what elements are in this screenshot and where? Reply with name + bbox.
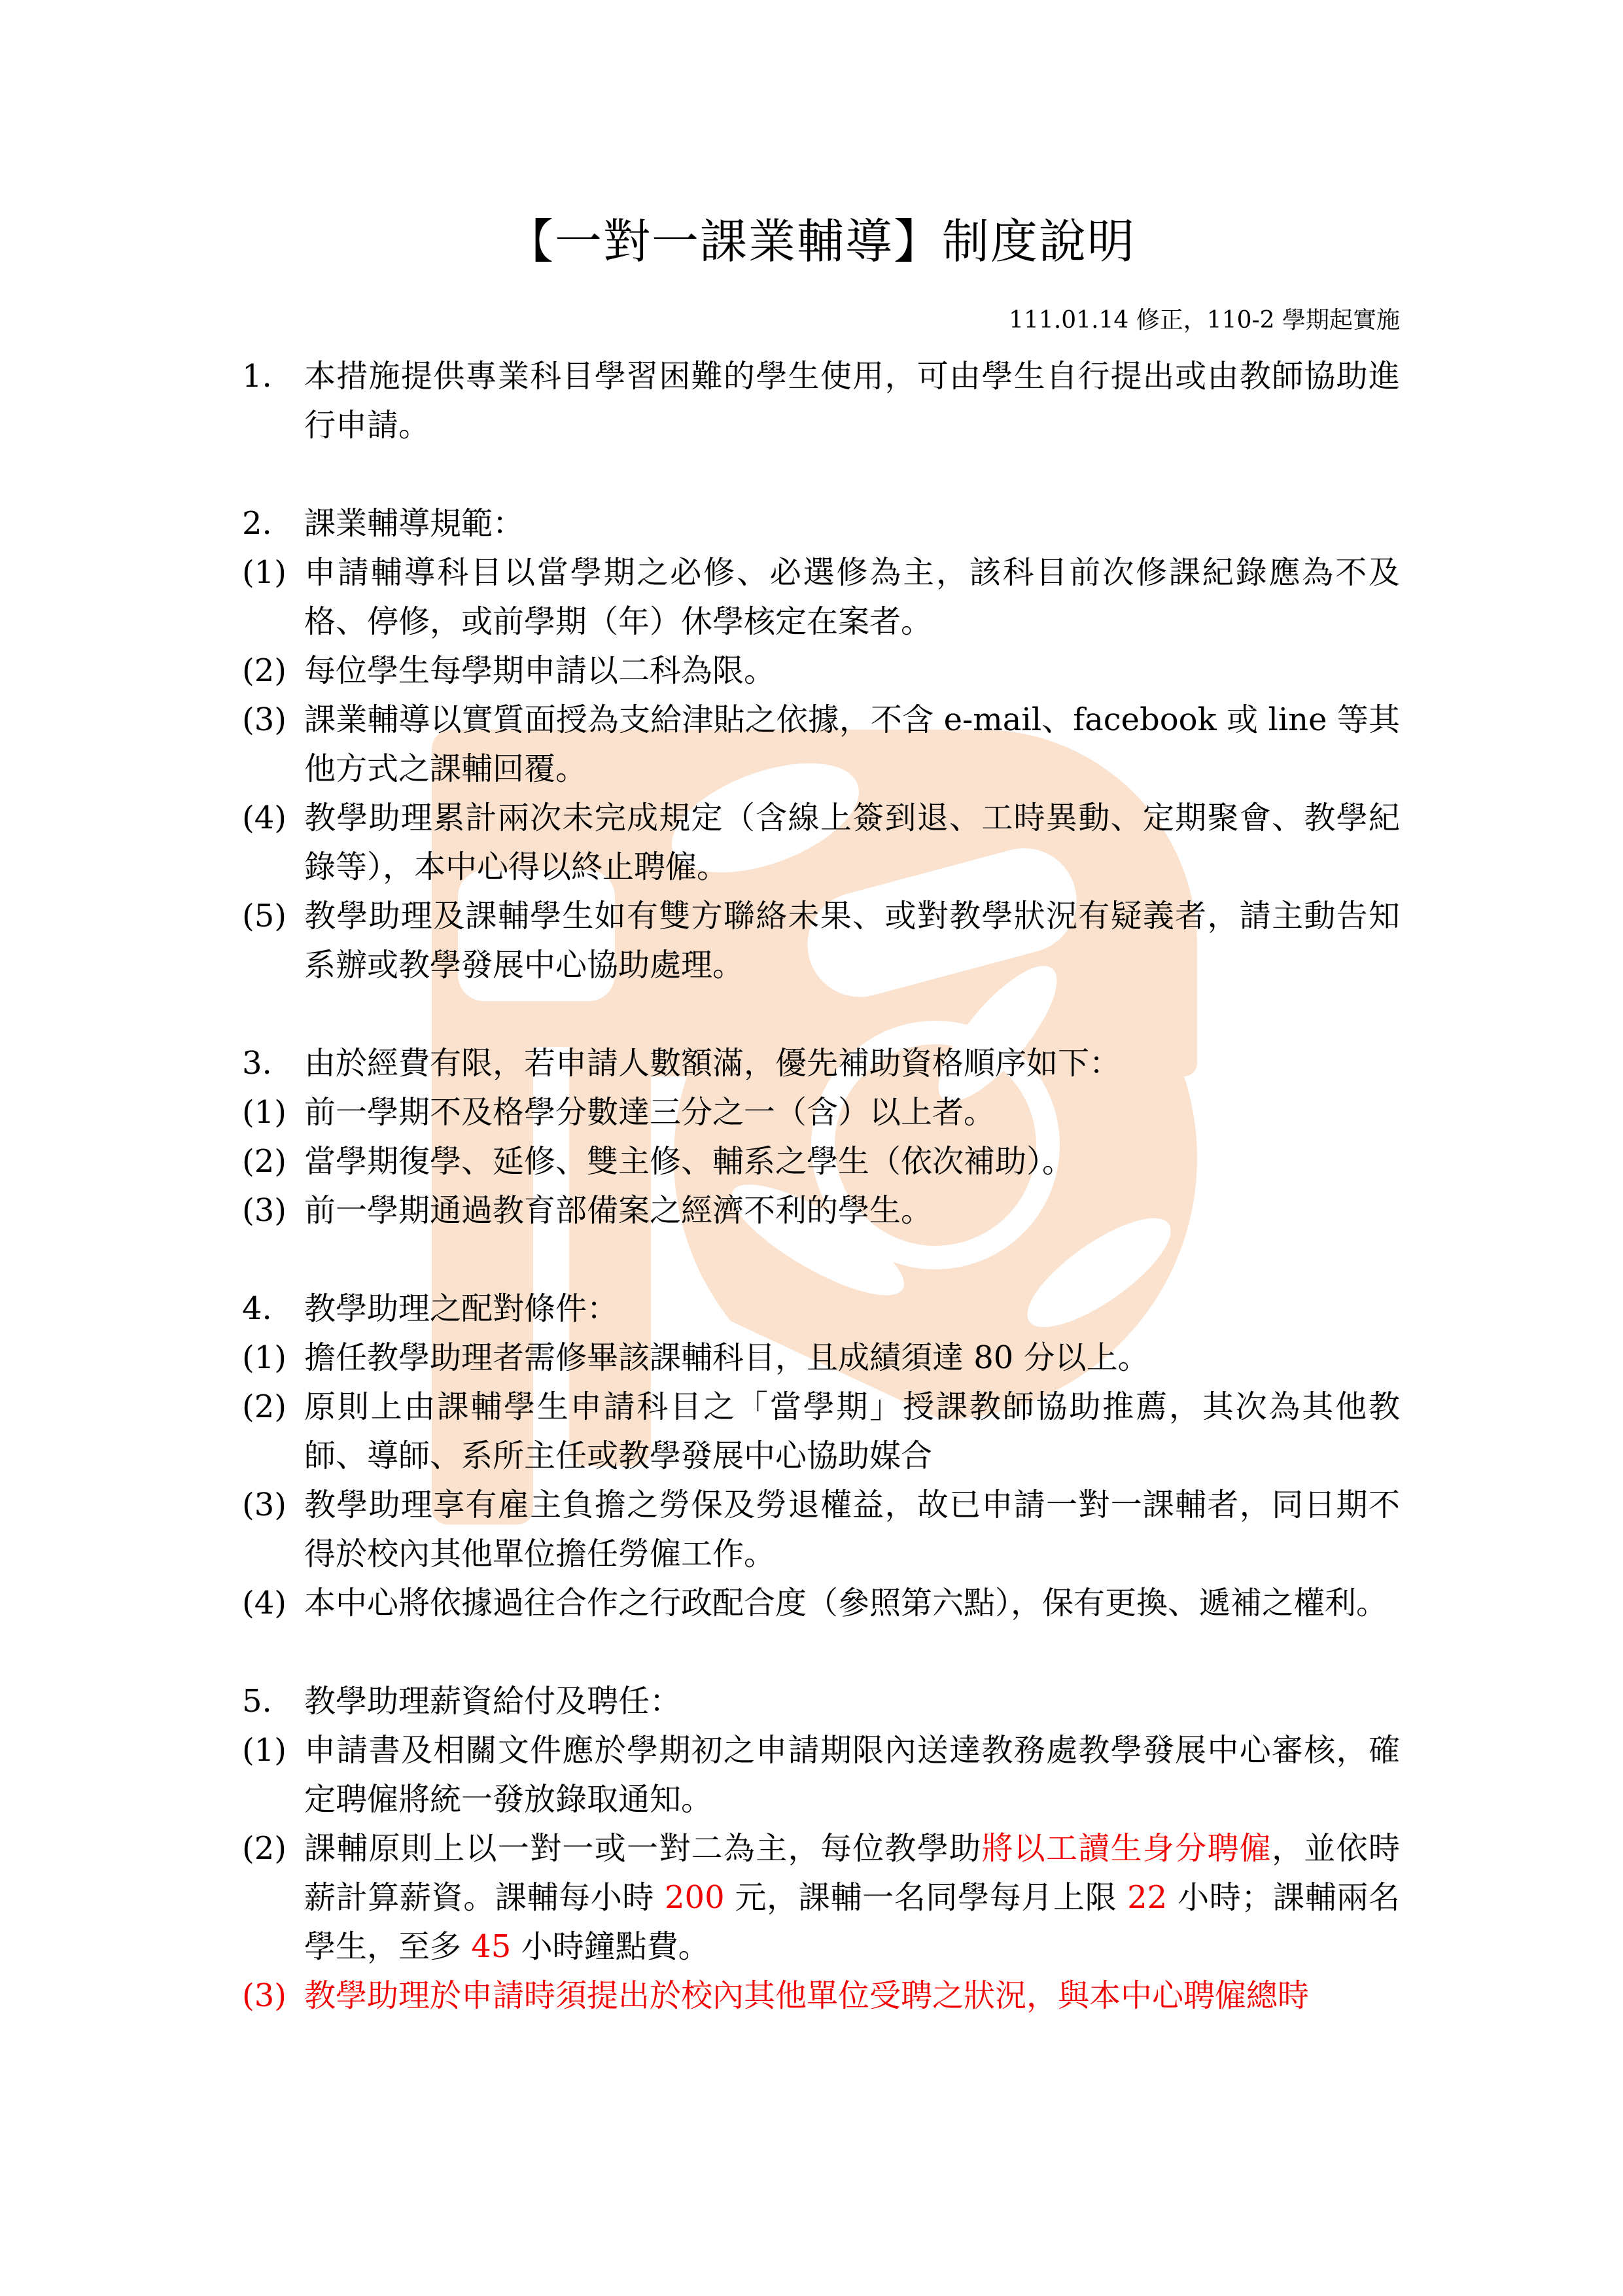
item-text <box>304 696 1400 794</box>
text-segment: 原則上由課輔學生申請科目之「當學期」授課教師協助推薦，其次為其他教師、導師、系所主任或教學發展中心協助媒合 <box>304 1388 1400 1474</box>
page-title: 【一對一課業輔導】制度說明 <box>506 214 1136 269</box>
item-text <box>304 1088 1400 1137</box>
text-segment: 小時；課輔兩名學生，至多 <box>304 1879 1400 1965</box>
item-text <box>304 1971 1400 2021</box>
item-number: 4. <box>242 1290 272 1327</box>
text-segment: 教學助理薪資給付及聘任： <box>304 1683 682 1720</box>
list-item <box>242 1383 1400 1481</box>
item-text <box>304 1383 1400 1481</box>
item-number: (3) <box>242 701 287 738</box>
text-segment: 前一學期通過教育部備案之經濟不利的學生。 <box>304 1192 933 1229</box>
item-text <box>304 548 1400 646</box>
text-segment: 本措施提供專業科目學習困難的學生使用，可由學生自行提出或由教師協助進行申請。 <box>304 358 1400 444</box>
list-item <box>242 1039 1400 1088</box>
list-item <box>242 352 1400 450</box>
item-text <box>304 499 1400 548</box>
list-item <box>242 548 1400 646</box>
text-segment: 擔任教學助理者需修畢該課輔科目，且成績須達 80 分以上。 <box>304 1339 1149 1376</box>
list-item <box>242 1137 1400 1186</box>
item-text <box>304 352 1400 450</box>
item-number: (2) <box>242 1388 287 1425</box>
list-item <box>242 1971 1400 2021</box>
list-item <box>242 1481 1400 1579</box>
list-item <box>242 696 1400 794</box>
highlighted-text: 將以工讀生身分聘僱 <box>981 1830 1272 1867</box>
list-item <box>242 499 1400 548</box>
list-item <box>242 892 1400 990</box>
item-number: 5. <box>242 1683 272 1720</box>
item-number: (3) <box>242 1487 287 1523</box>
item-number: (5) <box>242 898 287 934</box>
item-text <box>304 1333 1400 1383</box>
text-segment: 教學助理享有雇主負擔之勞保及勞退權益，故已申請一對一課輔者，同日期不得於校內其他單位擔任勞僱工作。 <box>304 1487 1400 1572</box>
item-text <box>304 1137 1400 1186</box>
highlighted-text: 45 <box>471 1928 512 1965</box>
item-number: 1. <box>242 358 272 395</box>
item-number: 3. <box>242 1045 272 1082</box>
item-number: (1) <box>242 1094 287 1131</box>
list-item <box>242 1088 1400 1137</box>
item-text <box>304 1186 1400 1235</box>
text-segment: 申請輔導科目以當學期之必修、必選修為主，該科目前次修課紀錄應為不及格、停修，或前學期（年）休學核定在案者。 <box>304 554 1400 640</box>
item-text <box>304 1579 1400 1628</box>
highlighted-text: 200 <box>664 1879 725 1916</box>
item-text <box>304 1284 1400 1333</box>
item-number: (1) <box>242 1339 287 1376</box>
item-text <box>304 1039 1400 1088</box>
text-segment: 本中心將依據過往合作之行政配合度（參照第六點），保有更換、遞補之權利。 <box>304 1585 1388 1621</box>
list-item <box>242 1677 1400 1726</box>
text-segment: 元，課輔一名同學每月上限 <box>724 1879 1128 1916</box>
document-body <box>242 352 1400 2021</box>
item-number: (1) <box>242 1732 287 1769</box>
highlighted-text: 教學助理於申請時須提出於校內其他單位受聘之狀況，與本中心聘僱總時 <box>304 1977 1310 2014</box>
item-text <box>304 1677 1400 1726</box>
text-segment: 申請書及相關文件應於學期初之申請期限內送達教務處教學發展中心審核，確定聘僱將統一發放錄取通知。 <box>304 1732 1400 1818</box>
item-text <box>304 646 1400 696</box>
list-item <box>242 646 1400 696</box>
list-item <box>242 1726 1400 1824</box>
item-text <box>304 1481 1400 1579</box>
text-segment: 小時鐘點費。 <box>511 1928 710 1965</box>
list-item <box>242 1284 1400 1333</box>
list-item <box>242 1824 1400 1971</box>
item-text <box>304 892 1400 990</box>
item-number: (3) <box>242 1192 287 1229</box>
text-segment: 教學助理累計兩次未完成規定（含線上簽到退、工時異動、定期聚會、教學紀錄等），本中心得以終止聘僱。 <box>304 800 1400 885</box>
item-number: (2) <box>242 1830 287 1867</box>
text-segment: 課業輔導規範： <box>304 505 525 542</box>
highlighted-text: 22 <box>1127 1879 1168 1916</box>
item-number: (1) <box>242 554 287 591</box>
item-text <box>304 1726 1400 1824</box>
list-item <box>242 794 1400 892</box>
text-segment: 教學助理及課輔學生如有雙方聯絡未果、或對教學狀況有疑義者，請主動告知系辦或教學發展中心協助處理。 <box>304 898 1400 983</box>
item-number: (4) <box>242 1585 287 1621</box>
list-item <box>242 1333 1400 1383</box>
text-segment: 前一學期不及格學分數達三分之一（含）以上者。 <box>304 1094 996 1131</box>
text-segment: 課業輔導以實質面授為支給津貼之依據，不含 e-mail、facebook 或 line 等其他方式之課輔回覆。 <box>304 701 1400 787</box>
document-content <box>242 0 1400 2021</box>
list-item <box>242 1186 1400 1235</box>
text-segment: 課輔原則上以一對一或一對二為主，每位教學助 <box>304 1830 982 1867</box>
item-text <box>304 794 1400 892</box>
text-segment: 教學助理之配對條件： <box>304 1290 619 1327</box>
item-number: (4) <box>242 800 287 836</box>
item-number: (2) <box>242 652 287 689</box>
item-number: (2) <box>242 1143 287 1180</box>
item-number: (3) <box>242 1977 287 2014</box>
text-segment: 每位學生每學期申請以二科為限。 <box>304 652 776 689</box>
list-item <box>242 1579 1400 1628</box>
text-segment: 當學期復學、延修、雙主修、輔系之學生（依次補助）。 <box>304 1143 1074 1180</box>
text-segment: ，並依時薪計算薪資。課輔每小時 <box>304 1830 1400 1916</box>
item-number: 2. <box>242 505 272 542</box>
text-segment: 由於經費有限，若申請人數額滿，優先補助資格順序如下： <box>304 1045 1121 1082</box>
item-text <box>304 1824 1400 1971</box>
revision-note: 111.01.14 修正，110-2 學期起實施 <box>1009 307 1400 334</box>
